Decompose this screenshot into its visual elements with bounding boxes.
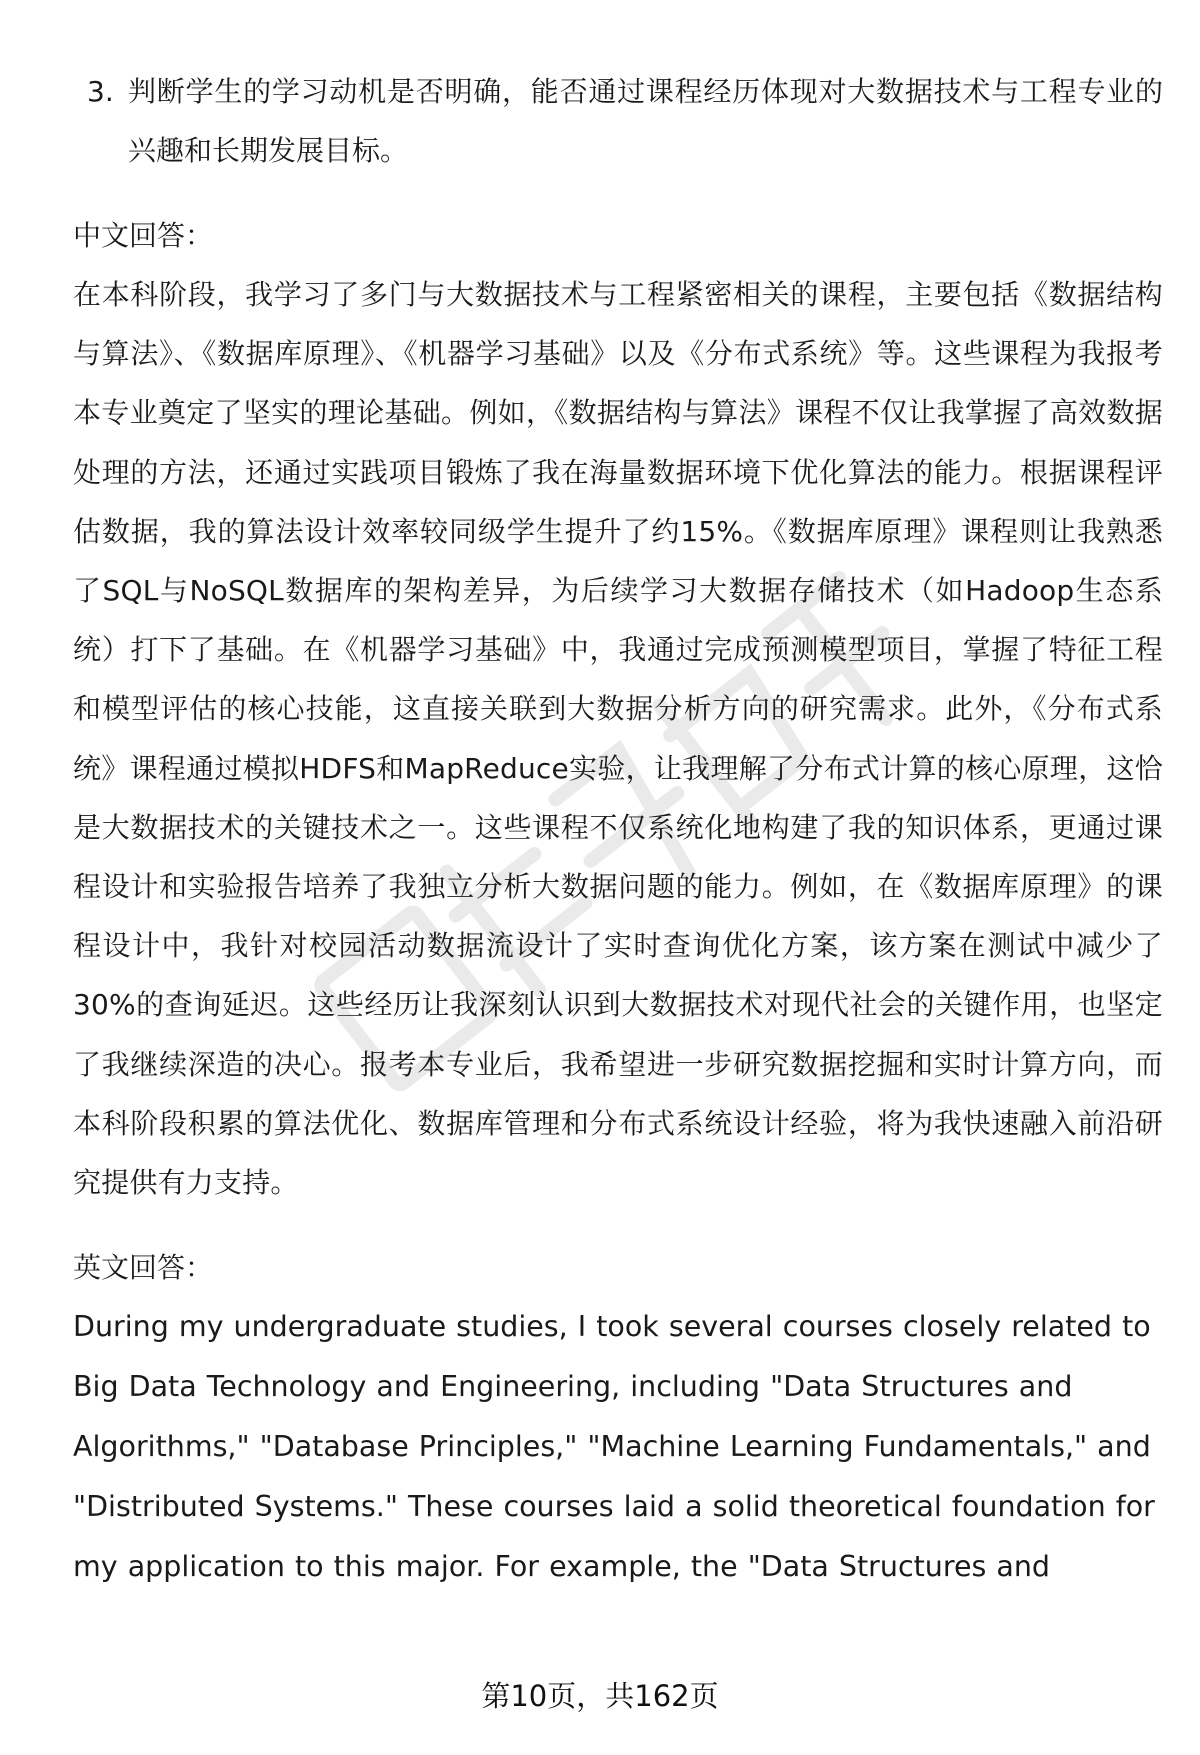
list-text: 判断学生的学习动机是否明确，能否通过课程经历体现对大数据技术与工程专业的兴趣和长期发展目标。 [128, 75, 1163, 167]
english-answer-paragraph: During my undergraduate studies, I took several courses closely related to Big Data Technology and Engineering, including "Data Structures and Algorithms," "Database Principles," "Machine Learning Fundamentals," and "Distributed Systems." These courses laid a solid theoretical foundation for my application to this major. For example, the "Data Structures and [73, 1310, 1155, 1584]
criteria-item-3 [73, 62, 1163, 180]
chinese-answer-label: 中文回答： [73, 219, 214, 252]
english-answer-label: 英文回答： [73, 1251, 214, 1285]
list-number: 3. [87, 75, 114, 108]
chinese-answer-paragraph: 在本科阶段，我学习了多门与大数据技术与工程紧密相关的课程，主要包括《数据结构与算法》、《数据库原理》、《机器学习基础》以及《分布式系统》等。这些课程为我报考本专业奠定了坚实的理论基础。例如，《数据结构与算法》课程不仅让我掌握了高效数据处理的方法，还通过实践项目锻炼了我在海量数据环境下优化算法的能力。根据课程评估数据，我的算法设计效率较同级学生提升了约15%。《数据库原理》课程则让我熟悉了SQL与NoSQL数据库的架构差异，为后续学习大数据存储技术（如Hadoop生态系统）打下了基础。在《机器学习基础》中，我通过完成预测模型项目，掌握了特征工程和模型评估的核心技能，这直接关联到大数据分析方向的研究需求。此外，《分布式系统》课程通过模拟HDFS和MapReduce实验，让我理解了分布式计算的核心原理，这恰是大数据技术的关键技术之一。这些课程不仅系统化地构建了我的知识体系，更通过课程设计和实验报告培养了我独立分析大数据问题的能力。例如，在《数据库原理》的课程设计中，我针对校园活动数据流设计了实时查询优化方案，该方案在测试中减少了30%的查询延迟。这些经历让我深刻认识到大数据技术对现代社会的关键作用，也坚定了我继续深造的决心。报考本专业后，我希望进一步研究数据挖掘和实时计算方向，而本科阶段积累的算法优化、数据库管理和分布式系统设计经验，将为我快速融入前沿研究提供有力支持。 [73, 278, 1163, 1200]
document-body [73, 62, 1163, 1597]
page-footer: 第10页，共162页 [481, 1679, 719, 1713]
